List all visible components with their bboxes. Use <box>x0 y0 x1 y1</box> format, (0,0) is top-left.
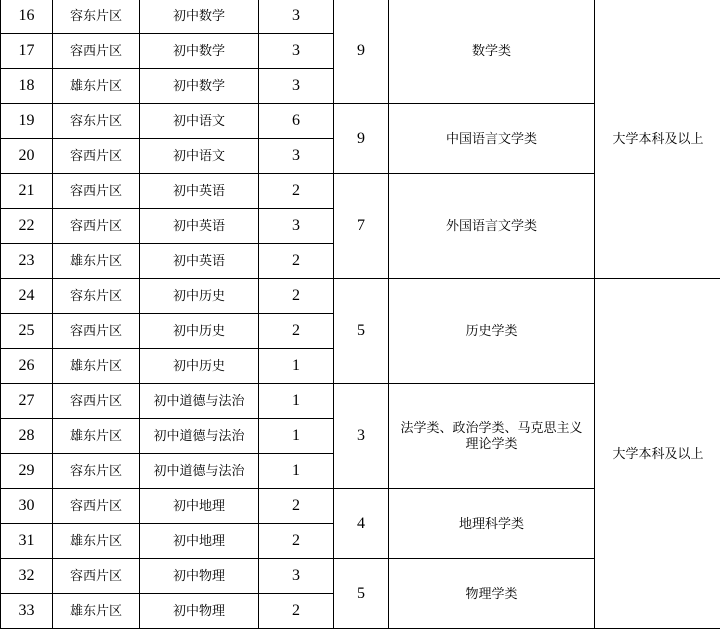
group-total-cell: 3 <box>334 384 389 489</box>
major-requirement-cell: 物理学类 <box>389 559 595 629</box>
count-cell: 1 <box>259 454 334 489</box>
row-number-cell: 21 <box>1 174 53 209</box>
count-cell: 1 <box>259 349 334 384</box>
subject-cell: 初中数学 <box>140 0 259 34</box>
subject-cell: 初中数学 <box>140 34 259 69</box>
area-cell: 容西片区 <box>53 209 140 244</box>
group-total-cell: 7 <box>334 174 389 279</box>
row-number-cell: 27 <box>1 384 53 419</box>
area-cell: 雄东片区 <box>53 419 140 454</box>
row-number-cell: 23 <box>1 244 53 279</box>
count-cell: 2 <box>259 244 334 279</box>
subject-cell: 初中道德与法治 <box>140 454 259 489</box>
area-cell: 容西片区 <box>53 174 140 209</box>
count-cell: 6 <box>259 104 334 139</box>
area-cell: 容西片区 <box>53 314 140 349</box>
education-requirement-cell: 大学本科及以上 <box>595 0 720 279</box>
group-total-cell: 9 <box>334 104 389 174</box>
subject-cell: 初中语文 <box>140 139 259 174</box>
count-cell: 2 <box>259 279 334 314</box>
row-number-cell: 19 <box>1 104 53 139</box>
area-cell: 雄东片区 <box>53 244 140 279</box>
subject-cell: 初中地理 <box>140 489 259 524</box>
area-cell: 雄东片区 <box>53 524 140 559</box>
group-total-cell: 5 <box>334 279 389 384</box>
area-cell: 容西片区 <box>53 489 140 524</box>
row-number-cell: 16 <box>1 0 53 34</box>
subject-cell: 初中语文 <box>140 104 259 139</box>
count-cell: 3 <box>259 139 334 174</box>
group-total-cell: 4 <box>334 489 389 559</box>
group-total-cell: 9 <box>334 0 389 104</box>
area-cell: 容西片区 <box>53 559 140 594</box>
subject-cell: 初中物理 <box>140 559 259 594</box>
row-number-cell: 31 <box>1 524 53 559</box>
subject-cell: 初中英语 <box>140 244 259 279</box>
count-cell: 2 <box>259 314 334 349</box>
count-cell: 1 <box>259 419 334 454</box>
area-cell: 容东片区 <box>53 279 140 314</box>
major-requirement-cell: 地理科学类 <box>389 489 595 559</box>
row-number-cell: 25 <box>1 314 53 349</box>
major-requirement-cell: 历史学类 <box>389 279 595 384</box>
education-requirement-cell: 大学本科及以上 <box>595 279 720 629</box>
area-cell: 容东片区 <box>53 0 140 34</box>
row-number-cell: 30 <box>1 489 53 524</box>
row-number-cell: 20 <box>1 139 53 174</box>
major-requirement-cell: 中国语言文学类 <box>389 104 595 174</box>
subject-cell: 初中道德与法治 <box>140 419 259 454</box>
row-number-cell: 29 <box>1 454 53 489</box>
major-requirement-cell: 数学类 <box>389 0 595 104</box>
major-requirement-cell: 外国语言文学类 <box>389 174 595 279</box>
row-number-cell: 28 <box>1 419 53 454</box>
count-cell: 1 <box>259 384 334 419</box>
subject-cell: 初中道德与法治 <box>140 384 259 419</box>
area-cell: 容东片区 <box>53 104 140 139</box>
row-number-cell: 17 <box>1 34 53 69</box>
subject-cell: 初中物理 <box>140 594 259 629</box>
row-number-cell: 26 <box>1 349 53 384</box>
subject-cell: 初中数学 <box>140 69 259 104</box>
area-cell: 雄东片区 <box>53 349 140 384</box>
row-number-cell: 24 <box>1 279 53 314</box>
count-cell: 3 <box>259 0 334 34</box>
major-requirement-cell: 法学类、政治学类、马克思主义理论学类 <box>389 384 595 489</box>
subject-cell: 初中历史 <box>140 349 259 384</box>
table-row <box>1 0 720 34</box>
count-cell: 2 <box>259 489 334 524</box>
count-cell: 3 <box>259 209 334 244</box>
area-cell: 容西片区 <box>53 139 140 174</box>
count-cell: 2 <box>259 174 334 209</box>
group-total-cell: 5 <box>334 559 389 629</box>
area-cell: 容西片区 <box>53 34 140 69</box>
subject-cell: 初中英语 <box>140 209 259 244</box>
count-cell: 2 <box>259 524 334 559</box>
subject-cell: 初中历史 <box>140 314 259 349</box>
subject-cell: 初中地理 <box>140 524 259 559</box>
area-cell: 容东片区 <box>53 454 140 489</box>
row-number-cell: 18 <box>1 69 53 104</box>
row-number-cell: 33 <box>1 594 53 629</box>
row-number-cell: 22 <box>1 209 53 244</box>
subject-cell: 初中历史 <box>140 279 259 314</box>
count-cell: 3 <box>259 69 334 104</box>
count-cell: 3 <box>259 559 334 594</box>
area-cell: 容西片区 <box>53 384 140 419</box>
row-number-cell: 32 <box>1 559 53 594</box>
table-row <box>1 279 720 314</box>
count-cell: 2 <box>259 594 334 629</box>
area-cell: 雄东片区 <box>53 594 140 629</box>
subject-cell: 初中英语 <box>140 174 259 209</box>
area-cell: 雄东片区 <box>53 69 140 104</box>
count-cell: 3 <box>259 34 334 69</box>
